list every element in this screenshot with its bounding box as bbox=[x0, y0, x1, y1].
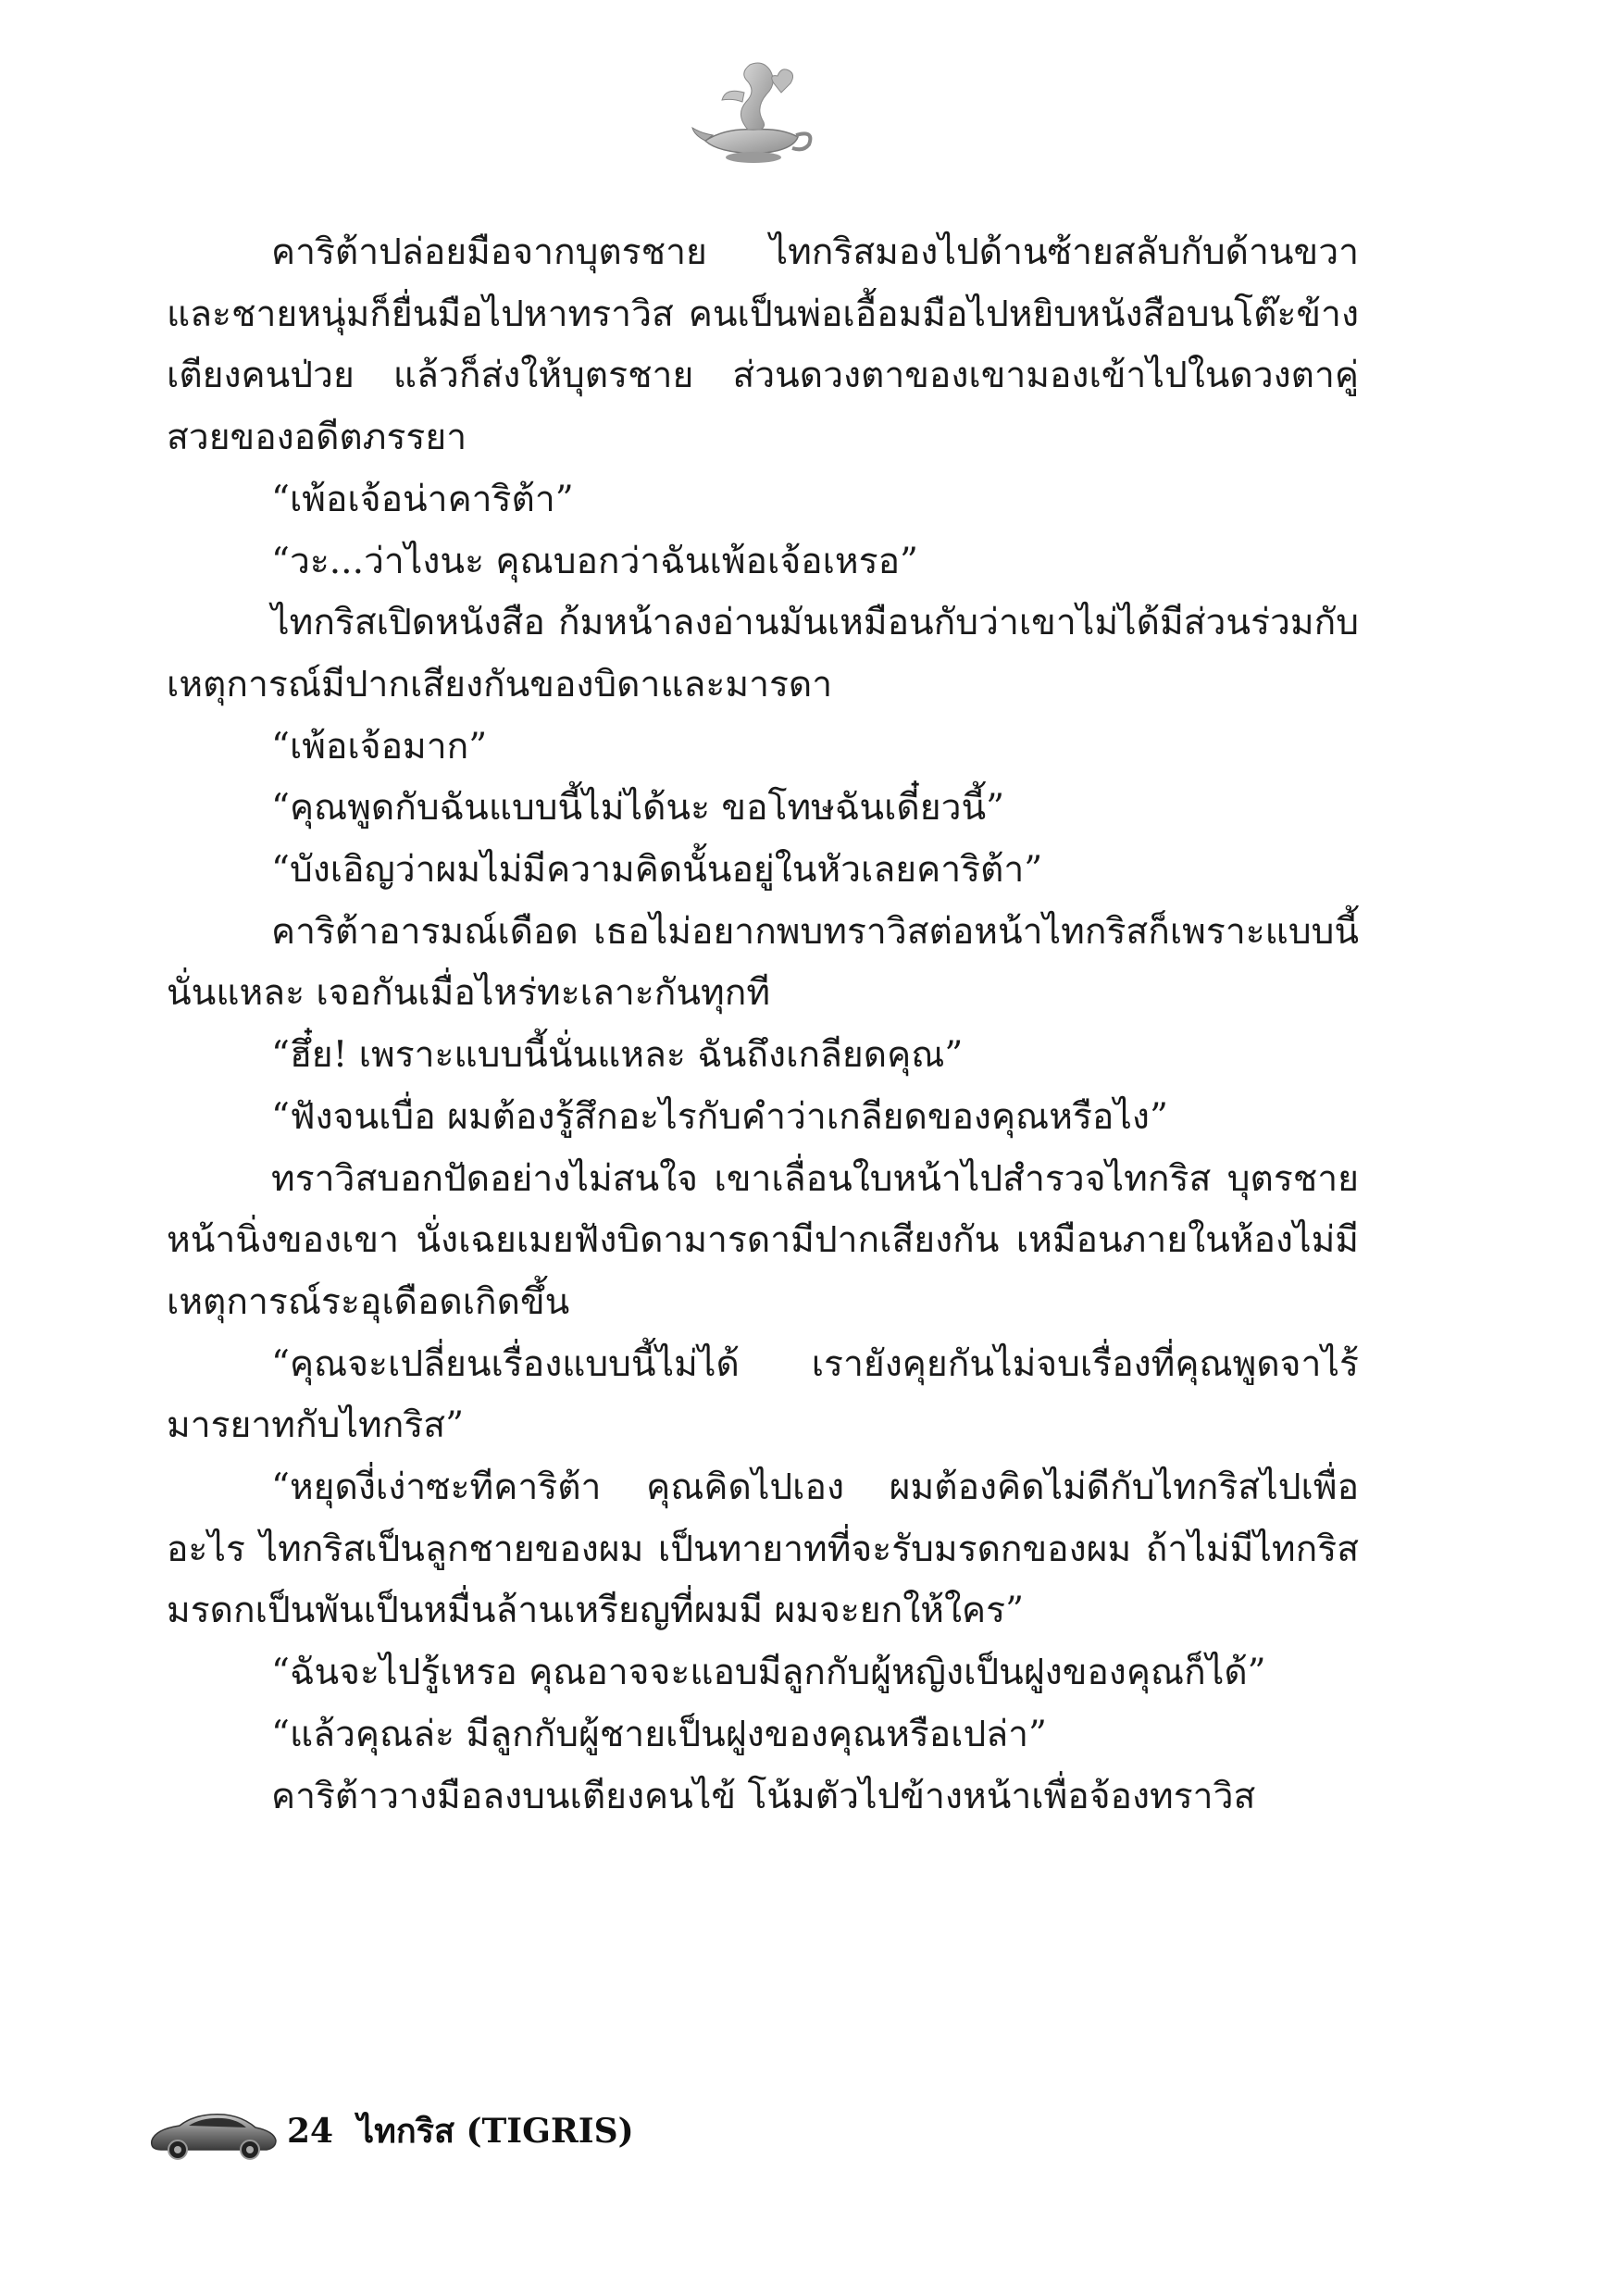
page-number: 24 bbox=[287, 2112, 334, 2151]
paragraph: “ฉันจะไปรู้เหรอ คุณอาจจะแอบมีลูกกับผู้หญิงเป็นฝูงของคุณก็ได้” bbox=[271, 1652, 1266, 1694]
page-footer bbox=[146, 2094, 794, 2168]
paragraph: “คุณจะเปลี่ยนเรื่องแบบนี้ไม่ได้ เรายังคุยกันไม่จบเรื่องที่คุณพูดจาไร้มารยาทกับไทกริส” bbox=[167, 1342, 1359, 1447]
paragraph: คาริต้าอารมณ์เดือด เธอไม่อยากพบทราวิสต่อหน้าไทกริสก็เพราะแบบนี้นั่นแหละ เจอกันเมื่อไหร่ทะเลาะกันทุกที bbox=[167, 910, 1359, 1015]
paragraph: “เพ้อเจ้อมาก” bbox=[271, 725, 488, 767]
paragraph: ทราวิสบอกปัดอย่างไม่สนใจ เขาเลื่อนใบหน้าไปสำรวจไทกริส บุตรชายหน้านิ่งของเขา นั่งเฉยเมยฟังบิดามารดามีปากเสียงกัน เหมือนภายในห้องไม่มีเหตุการณ์ระอุเดือดเกิดขึ้น bbox=[167, 1157, 1359, 1323]
lamp-with-figure-icon bbox=[689, 56, 818, 167]
paragraph: “แล้วคุณล่ะ มีลูกกับผู้ชายเป็นฝูงของคุณหรือเปล่า” bbox=[271, 1713, 1047, 1755]
paragraph: คาริต้าวางมือลงบนเตียงคนไข้ โน้มตัวไปข้างหน้าเพื่อจ้องทราวิส bbox=[271, 1775, 1256, 1817]
book-title: ไทกริส (TIGRIS) bbox=[357, 2112, 634, 2151]
paragraph: “คุณพูดกับฉันแบบนี้ไม่ได้นะ ขอโทษฉันเดี๋ยวนี้” bbox=[271, 787, 1005, 830]
body-text bbox=[167, 222, 1359, 1828]
paragraph: “ฮึ๋ย! เพราะแบบนี้นั่นแหละ ฉันถึงเกลียดคุณ” bbox=[271, 1034, 964, 1077]
paragraph: “หยุดงี่เง่าซะทีคาริต้า คุณคิดไปเอง ผมต้องคิดไม่ดีกับไทกริสไปเพื่ออะไร ไทกริสเป็นลูกชายของผม เป็นทายาทที่จะรับมรดกของผม ถ้าไม่มีไทกริส มรดกเป็นพันเป็นหมื่นล้านเหรียญที่ผมมี ผมจะยกให้ใคร” bbox=[167, 1466, 1359, 1632]
paragraph: “วะ...ว่าไงนะ คุณบอกว่าฉันเพ้อเจ้อเหรอ” bbox=[271, 540, 918, 582]
paragraph: “ฟังจนเบื่อ ผมต้องรู้สึกอะไรกับคำว่าเกลียดของคุณหรือไง” bbox=[271, 1095, 1168, 1138]
paragraph: “เพ้อเจ้อน่าคาริต้า” bbox=[271, 478, 574, 520]
paragraph: ไทกริสเปิดหนังสือ ก้มหน้าลงอ่านมันเหมือนกับว่าเขาไม่ได้มีส่วนร่วมกับเหตุการณ์มีปากเสียงกันของบิดาและมารดา bbox=[167, 602, 1359, 705]
paragraph: คาริต้าปล่อยมือจากบุตรชาย ไทกริสมองไปด้านซ้ายสลับกับด้านขวา และชายหนุ่มก็ยื่นมือไปหาทราวิส คนเป็นพ่อเอื้อมมือไปหยิบหนังสือบนโต๊ะข้างเตียงคนป่วย แล้วก็ส่งให้บุตรชาย ส่วนดวงตาของเขามองเข้าไปในดวงตาคู่สวยของอดีตภรรยา bbox=[167, 231, 1359, 459]
paragraph: “บังเอิญว่าผมไม่มีความคิดนั้นอยู่ในหัวเลยคาริต้า” bbox=[271, 849, 1043, 892]
sports-car-icon bbox=[146, 2103, 280, 2163]
